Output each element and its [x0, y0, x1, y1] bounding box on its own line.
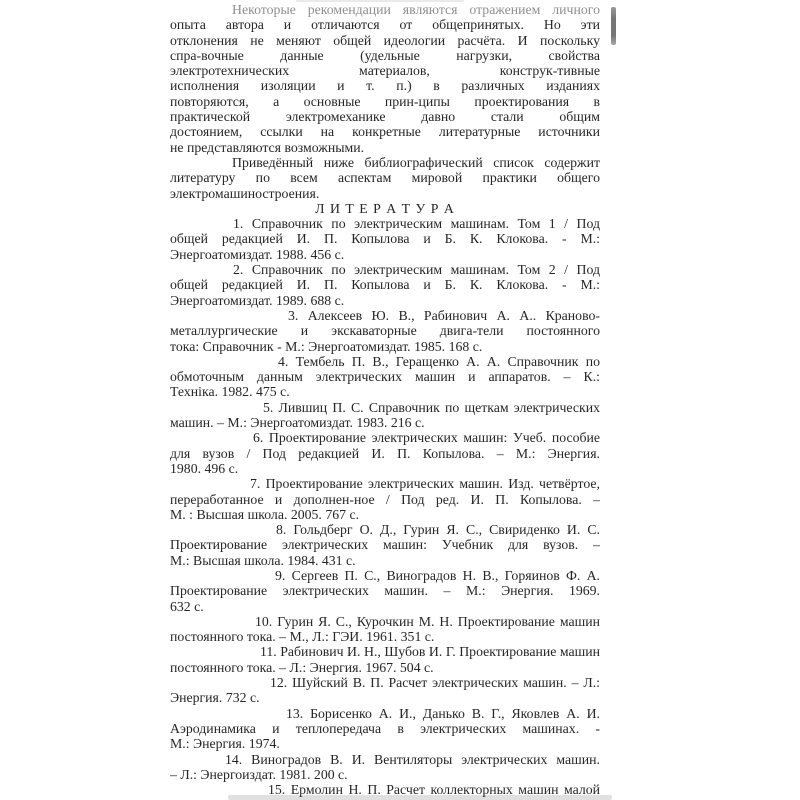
text-line: Энергоатомиздат. 1989. 688 с.	[170, 292, 345, 308]
text-block	[170, 2, 600, 797]
text-line: 1. Справочник по электрическим машинам. Том 1 / Под	[233, 216, 600, 232]
text-line: Аэродинамика и теплопередача в электрических машинах. -	[170, 720, 600, 736]
text-line: отклонения не меняют общей идеологии расчёта. И поскольку	[170, 32, 600, 48]
bibliography-item	[170, 752, 600, 783]
text-line: спра-вочные данные (удельные нагрузки, свойства	[170, 47, 600, 63]
text-line: М.: Энергия. 1974.	[170, 736, 280, 752]
text-line: не представляются возможными.	[170, 139, 365, 155]
text-line: электротехнических материалов, конструк-тивные	[170, 63, 600, 79]
text-line: Энергоатомиздат. 1988. 456 с.	[170, 246, 345, 262]
text-line: машин. – М.: Энергоатомиздат. 1983. 216 с.	[170, 415, 425, 431]
bibliography-item	[170, 522, 600, 568]
text-line: общей редакцией И. П. Копылова и Б. К. Клокова. - М.:	[170, 277, 600, 293]
text-line: 632 с.	[170, 598, 204, 614]
bibliography-item	[170, 216, 600, 262]
text-line: 12. Шуйский В. П. Расчет электрических машин. – Л.:	[270, 675, 600, 691]
text-line: 9. Сергеев П. С., Виноградов Н. В., Горяинов Ф. А.	[275, 567, 600, 583]
text-line: общей редакцией И. П. Копылова и Б. К. Клокова. - М.:	[170, 231, 600, 247]
text-line: 4. Тембель П. В., Геращенко А. А. Справочник по	[278, 353, 600, 369]
text-line: М. : Высшая школа. 2005. 767 с.	[170, 506, 360, 522]
text-line: 2. Справочник по электрическим машинам. Том 2 / Под	[233, 262, 600, 278]
bibliography-item	[170, 262, 600, 308]
bibliography-item	[170, 400, 600, 431]
text-line: 7. Проектирование электрических машин. Изд. четвёртое,	[250, 476, 600, 492]
text-line: Энергия. 732 с.	[170, 690, 260, 706]
text-line: переработанное и дополнен-ное / Под ред. И. П. Копылова. –	[170, 491, 600, 507]
bibliography-item	[170, 354, 600, 400]
text-line: исполнения изоляции и т. п.) в различных изданиях	[170, 78, 600, 94]
text-line: 8. Гольдберг О. Д., Гурин Я. С., Свириденко И. С.	[276, 522, 600, 538]
text-line: литературу по всем аспектам мировой практики общего	[170, 170, 600, 186]
text-line: 3. Алексеев Ю. В., Рабинович А. А.. Краново-	[288, 307, 600, 323]
text-line: Некоторые рекомендации являются отражением личного	[232, 2, 600, 17]
bibliography-item	[170, 675, 600, 706]
bibliography-item	[170, 614, 600, 645]
bibliography-item	[170, 430, 600, 476]
bibliography-item	[170, 568, 600, 614]
text-line: повторяются, а основные прин-ципы проектирования в	[170, 93, 600, 109]
text-line: Проектирование электрических машин: Учебник для вузов. –	[170, 537, 600, 553]
text-line: опыта автора и отличаются от общепринятых. Но эти	[170, 17, 600, 33]
text-line: 11. Рабинович И. Н., Шубов И. Г. Проектирование машин	[260, 644, 600, 660]
text-line: практической электромеханике давно стали общим	[170, 109, 600, 125]
text-line: постоянного тока. – Л.: Энергия. 1967. 504 с.	[170, 659, 434, 675]
intro-paragraphs	[170, 2, 600, 201]
text-line: электромашиностроения.	[170, 185, 320, 201]
text-line: М.: Высшая школа. 1984. 431 с.	[170, 552, 356, 568]
bibliography-item	[170, 644, 600, 675]
text-line: для вузов / Под редакцией И. П. Копылова. – М.: Энергия.	[170, 445, 600, 461]
text-line: 5. Лившиц П. С. Справочник по щеткам электрических	[263, 399, 600, 415]
text-line: 14. Виноградов В. И. Вентиляторы электрических машин.	[225, 751, 600, 767]
intro-paragraph	[170, 155, 600, 201]
text-line: металлургические и экскаваторные двига-тели постоянного	[170, 323, 600, 339]
text-line: Приведённый ниже библиографический список содержит	[232, 154, 600, 170]
text-line: 1980. 496 с.	[170, 460, 239, 476]
text-line: Техніка. 1982. 475 с.	[170, 384, 290, 400]
text-line: 6. Проектирование электрических машин: Учеб. пособие	[253, 430, 600, 446]
bibliography-list	[170, 216, 600, 797]
text-line: 15. Ермолин Н. П. Расчет коллекторных машин малой	[268, 782, 600, 798]
text-line: – Л.: Энергоиздат. 1981. 200 с.	[170, 766, 348, 782]
text-line: 13. Борисенко А. И., Данько В. Г., Яковлев А. И.	[286, 705, 600, 721]
text-line: Проектирование электрических машин. – М.: Энергия. 1969.	[170, 583, 600, 599]
text-line: достоянием, ссылки на конкретные литературные источники	[170, 124, 600, 140]
text-line: постоянного тока. – М., Л.: ГЭИ. 1961. 351 с.	[170, 629, 435, 645]
bibliography-item	[170, 706, 600, 752]
scan-artifact-right-bar	[611, 7, 616, 45]
intro-paragraph	[170, 2, 600, 155]
bibliography-item	[170, 782, 600, 797]
text-line: тока: Справочник - М.: Энергоатомиздат. 1985. 168 с.	[170, 338, 483, 354]
bibliography-item	[170, 476, 600, 522]
text-line: 10. Гурин Я. С., Курочкин М. Н. Проектирование машин	[255, 613, 600, 629]
text-line: обмоточным данным электрических машин и аппаратов. – К.:	[170, 369, 600, 385]
bibliography-item	[170, 308, 600, 354]
literature-heading: Л И Т Е Р А Т У Р А	[315, 200, 455, 216]
